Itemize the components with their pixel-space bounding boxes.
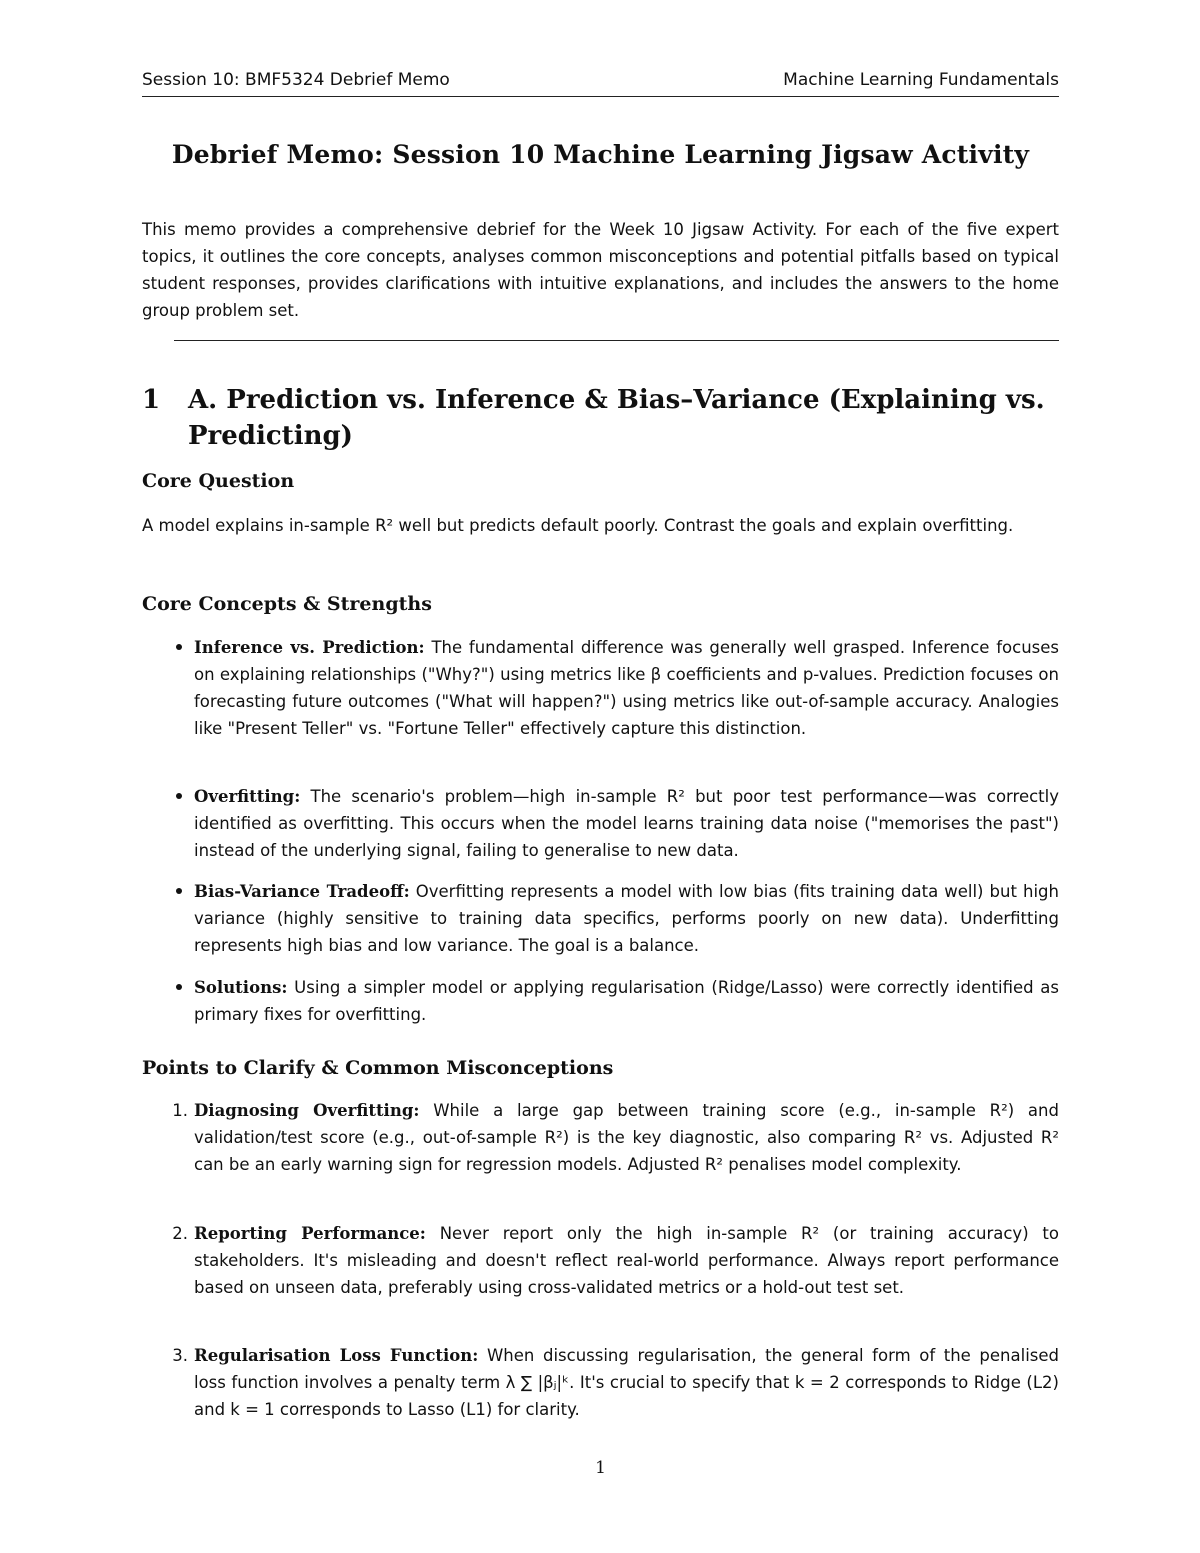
page-number: 1: [595, 1458, 606, 1478]
header-left: Session 10: BMF5324 Debrief Memo: [142, 70, 450, 90]
concept-item-body: [194, 974, 1059, 1028]
bullet-dot-icon: [176, 793, 182, 799]
clarify-label: Regularisation Loss Function:: [194, 1346, 479, 1365]
clarify-label: Diagnosing Overfitting:: [194, 1101, 420, 1120]
bullet-dot-icon: [176, 984, 182, 990]
clarify-item: [142, 1097, 1059, 1178]
clarify-item: [142, 1220, 1059, 1301]
bullet-marker: [142, 878, 194, 959]
number-marker: [142, 1342, 194, 1423]
item-number: 2.: [172, 1224, 188, 1243]
item-number: 1.: [172, 1101, 188, 1120]
bullet-dot-icon: [176, 644, 182, 650]
clarify-heading: Points to Clarify & Common Misconceptions: [142, 1057, 614, 1079]
concept-text: Overfitting represents a model with low bias (fits training data well) but high variance (highly sensitive to training data specifics, performs poorly on new data). Underfitting represents high bias and low variance. The goal is a balance.: [194, 882, 1059, 955]
clarify-item-body: [194, 1342, 1059, 1423]
core-concepts-heading: Core Concepts & Strengths: [142, 593, 432, 615]
number-marker: [142, 1220, 194, 1301]
concept-label: Overfitting:: [194, 787, 301, 806]
section-title: A. Prediction vs. Inference & Bias–Variance (Explaining vs. Predicting): [188, 385, 1045, 451]
clarify-item: [142, 1342, 1059, 1423]
clarify-item-body: [194, 1220, 1059, 1301]
clarify-text: Never report only the high in-sample R² (or training accuracy) to stakeholders. It's misleading and doesn't reflect real-world performance. Always report performance based on unseen data, preferably using cross-validated metrics or a hold-out test set.: [194, 1224, 1059, 1297]
concept-item-body: [194, 878, 1059, 959]
concept-label: Inference vs. Prediction:: [194, 638, 425, 657]
concept-item: [142, 634, 1059, 742]
core-question-heading: Core Question: [142, 470, 295, 492]
bullet-dot-icon: [176, 888, 182, 894]
item-number: 3.: [172, 1346, 188, 1365]
bullet-marker: [142, 634, 194, 742]
concept-text: The scenario's problem—high in-sample R² but poor test performance—was correctly identified as overfitting. This occurs when the model learns training data noise ("memorises the past") instead of the underlying signal, failing to generalise to new data.: [194, 787, 1059, 860]
bullet-marker: [142, 974, 194, 1028]
header-right: Machine Learning Fundamentals: [783, 70, 1059, 90]
concept-item: [142, 878, 1059, 959]
concept-text: The fundamental difference was generally well grasped. Inference focuses on explaining relationships ("Why?") using metrics like β coefficients and p-values. Prediction focuses on forecasting future outcomes ("What will happen?") using metrics like out-of-sample accuracy. Analogies like "Present Teller" vs. "Fortune Teller" effectively capture this distinction.: [194, 638, 1059, 738]
clarify-text: When discussing regularisation, the general form of the penalised loss function involves a penalty term λ ∑ |βⱼ|ᵏ. It's crucial to specify that k = 2 corresponds to Ridge (L2) and k = 1 corresponds to Lasso (L1) for clarity.: [194, 1346, 1060, 1419]
core-question-text: A model explains in-sample R² well but predicts default poorly. Contrast the goals and explain overfitting.: [142, 516, 1014, 535]
clarify-item-body: [194, 1097, 1059, 1178]
concept-item: [142, 974, 1059, 1028]
bullet-marker: [142, 783, 194, 864]
running-header: [142, 70, 1059, 97]
intro-paragraph: This memo provides a comprehensive debrief for the Week 10 Jigsaw Activity. For each of the five expert topics, it outlines the core concepts, analyses common misconceptions and potential pitfalls based on typical student responses, provides clarifications with intuitive explanations, and includes the answers to the home group problem set.: [142, 220, 1059, 320]
concept-label: Bias-Variance Tradeoff:: [194, 882, 410, 901]
section-number: 1: [142, 385, 161, 415]
concept-item: [142, 783, 1059, 864]
concept-item-body: [194, 783, 1059, 864]
section-heading: [142, 382, 1059, 454]
document-title: Debrief Memo: Session 10 Machine Learning Jigsaw Activity: [171, 140, 1030, 169]
concept-label: Solutions:: [194, 978, 288, 997]
clarify-text: While a large gap between training score (e.g., in-sample R²) and validation/test score (e.g., out-of-sample R²) is the key diagnostic, also comparing R² vs. Adjusted R² can be an early warning sign for regression models. Adjusted R² penalises model complexity.: [194, 1101, 1059, 1174]
clarify-label: Reporting Performance:: [194, 1224, 426, 1243]
horizontal-rule: [174, 340, 1059, 341]
concept-text: Using a simpler model or applying regularisation (Ridge/Lasso) were correctly identified as primary fixes for overfitting.: [194, 978, 1059, 1024]
concept-item-body: [194, 634, 1059, 742]
number-marker: [142, 1097, 194, 1178]
